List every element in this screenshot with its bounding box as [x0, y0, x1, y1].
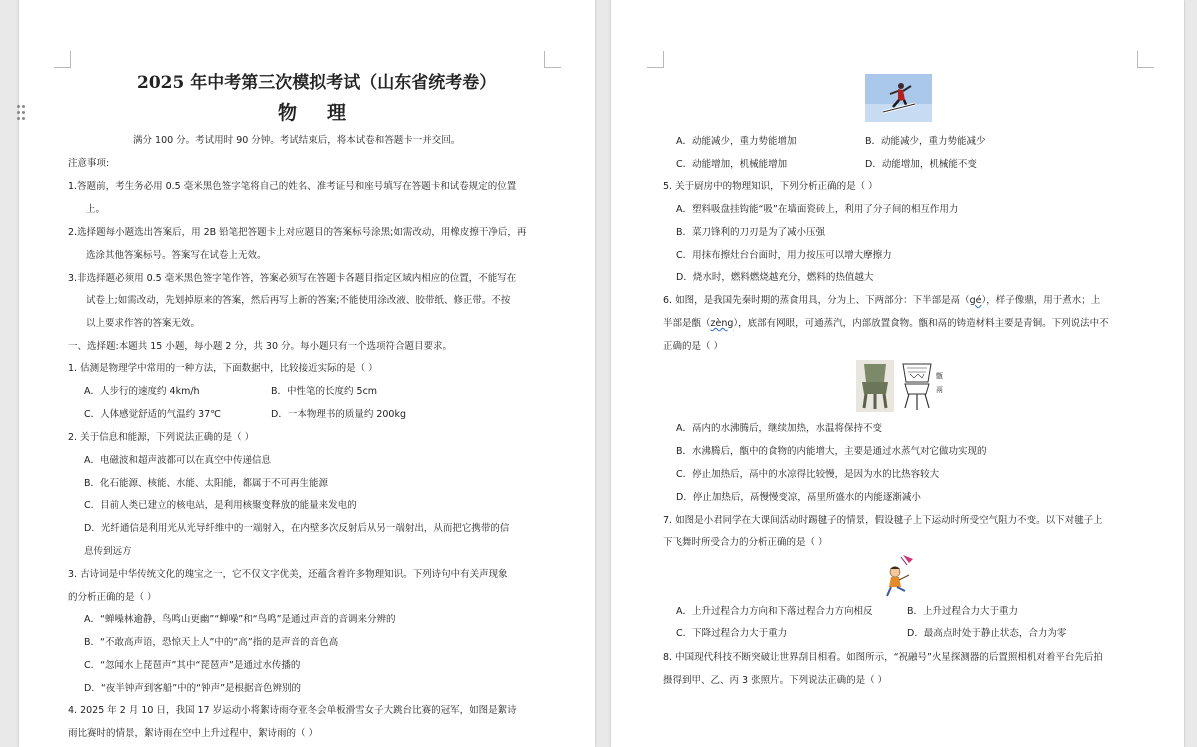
q7-option-c: C．下降过程合力大于重力 [676, 628, 788, 639]
q1-option-c: C．人体感觉舒适的气温约 37℃ [84, 409, 221, 420]
shuttlecock-kicking-image [879, 553, 921, 599]
question-6-cont2: 正确的是（ ） [663, 341, 724, 352]
drag-handle-icon[interactable] [16, 103, 26, 119]
q4-option-c: C．动能增加，机械能增加 [676, 159, 788, 170]
notice-2: 2.选择题每小题选出答案后，用 2B 铅笔把答题卡上对应题目的答案标号涂黑;如需改动，用橡皮擦干净后，再 [68, 227, 527, 238]
snowboarder-image [865, 74, 932, 122]
question-3-cont: 的分析正确的是（ ） [68, 592, 157, 603]
margin-corner-tl [54, 51, 71, 68]
bronze-vessel-photo [856, 360, 894, 412]
q7-option-b: B．上升过程合力大于重力 [907, 606, 1019, 617]
q4-option-b: B．动能减少，重力势能减少 [865, 136, 986, 147]
margin-corner-tr [1137, 51, 1154, 68]
question-3: 3. 古诗词是中华传统文化的瑰宝之一，它不仅文字优美，还蕴含着许多物理知识。下列诗句中有关声现象 [68, 569, 508, 580]
question-6-cont [663, 317, 1109, 330]
vessel-label-ge: 鬲 [936, 386, 943, 394]
q1-option-b: B．中性笔的长度约 5cm [271, 386, 378, 397]
vessel-diagram [900, 360, 934, 412]
q6-option-d: D．停止加热后，鬲慢慢变凉，鬲里所盛水的内能逐渐减小 [676, 492, 921, 503]
question-2: 2. 关于信息和能源，下列说法正确的是（ ） [68, 432, 255, 443]
q6-pinyin-zeng: zèng [710, 318, 734, 329]
q1-option-a: A．人步行的速度约 4km/h [84, 386, 200, 397]
exam-subject: 物理 [278, 102, 377, 124]
q5-option-d: D．烧水时，燃料燃烧越充分，燃料的热值越大 [676, 272, 874, 283]
exam-meta: 满分 100 分。考试用时 90 分钟。考试结束后，将本试卷和答题卡一并交回。 [133, 135, 461, 146]
q6-option-b: B．水沸腾后，甑中的食物的内能增大，主要是通过水蒸气对它做功实现的 [676, 446, 987, 457]
q5-option-c: C．用抹布擦灶台台面时，用力按压可以增大摩擦力 [676, 250, 892, 261]
q6-line1-pre: 6. 如图，是我国先秦时期的蒸食用具，分为上、下两部分：下半部是鬲（ [663, 295, 970, 306]
question-7: 7. 如图是小君同学在大课间活动时踢毽子的情景，假设毽子上下运动时所受空气阻力不变。以下对毽子上 [663, 515, 1103, 526]
q6-pinyin-ge: gé [969, 295, 982, 306]
q4-option-a: A．动能减少，重力势能增加 [676, 136, 797, 147]
q4-option-d: D．动能增加，机械能不变 [865, 159, 977, 170]
question-6 [663, 294, 1100, 307]
q2-option-a: A．电磁波和超声波都可以在真空中传递信息 [84, 455, 271, 466]
q6-line2-post: ），底部有网眼，可通蒸汽，内部放置食物。甑和鬲的铸造材料主要是青铜。下列说法中不 [733, 318, 1109, 329]
document-page-left [19, 0, 595, 747]
question-1: 1. 估测是物理学中常用的一种方法，下面数据中，比较接近实际的是（ ） [68, 363, 378, 374]
margin-corner-tr [544, 51, 561, 68]
q2-option-d-cont: 息传到远方 [84, 546, 132, 557]
q2-option-c: C．目前人类已建立的核电站，是利用核聚变释放的能量来发电的 [84, 500, 357, 511]
q2-option-b: B．化石能源、核能、水能、太阳能，都属于不可再生能源 [84, 478, 329, 489]
q3-option-a: A．“蝉噪林逾静，鸟鸣山更幽”“蝉噪”和“鸟鸣”是通过声音的音调来分辨的 [84, 614, 396, 625]
document-page-right [611, 0, 1184, 747]
q3-option-d: D．“夜半钟声到客船”中的“钟声”是根据音色辨别的 [84, 683, 302, 694]
question-4: 4. 2025 年 2 月 10 日，我国 17 岁运动小将絮诗雨夺亚冬会单板滑雪女子大跳台比赛的冠军，如图是絮诗 [68, 705, 517, 716]
q5-option-a: A．塑料吸盘挂钩能“吸”在墙面瓷砖上，利用了分子间的相互作用力 [676, 204, 959, 215]
notice-2-cont: 选涂其他答案标号。答案写在试卷上无效。 [86, 250, 267, 261]
q7-option-d: D．最高点时处于静止状态，合力为零 [907, 628, 1067, 639]
q2-option-d: D．光纤通信是利用光从光导纤维中的一端射入，在内壁多次反射后从另一端射出，从而把它携带的信 [84, 523, 510, 534]
notice-1: 1.答题前，考生务必用 0.5 毫米黑色签字笔将自己的姓名、准考证号和座号填写在答题卡和试卷规定的位置 [68, 181, 517, 192]
question-7-cont: 下飞舞时所受合力的分析正确的是（ ） [663, 537, 828, 548]
q6-line1-post: ），样子像鼎，用于煮水；上 [981, 295, 1101, 306]
q5-option-b: B．菜刀锋利的刀刃是为了减小压强 [676, 227, 826, 238]
notice-3-cont2: 以上要求作答的答案无效。 [86, 318, 201, 329]
question-4-cont: 雨比赛时的情景，絮诗雨在空中上升过程中，絮诗雨的（ ） [68, 728, 319, 739]
notice-1-cont: 上。 [86, 204, 106, 215]
section-1-header: 一、选择题:本题共 15 小题，每小题 2 分，共 30 分。每小题只有一个选项符合题目要求。 [68, 341, 453, 352]
notice-3-cont: 试卷上;如需改动，先划掉原来的答案，然后再写上新的答案;不能使用涂改液、胶带纸、修正带。不按 [86, 295, 511, 306]
margin-corner-tl [647, 51, 664, 68]
exam-title: 2025 年中考第三次模拟考试（山东省统考卷） [137, 73, 497, 93]
vessel-label-zeng: 甑 [936, 372, 943, 380]
q3-option-c: C．“忽闻水上琵琶声”其中“琵琶声”是通过水传播的 [84, 660, 301, 671]
question-5: 5. 关于厨房中的物理知识，下列分析正确的是（ ） [663, 181, 878, 192]
notice-header: 注意事项: [68, 158, 110, 169]
q6-line2-pre: 半部是甑（ [663, 318, 711, 329]
notice-3: 3.非选择题必须用 0.5 毫米黑色签字笔作答，答案必须写在答题卡各题目指定区域内相应的位置，不能写在 [68, 273, 517, 284]
q6-option-a: A．鬲内的水沸腾后，继续加热，水温将保持不变 [676, 423, 882, 434]
q6-option-c: C．停止加热后，鬲中的水凉得比较慢，是因为水的比热容较大 [676, 469, 940, 480]
question-8-cont: 摄得到甲、乙、丙 3 张照片。下列说法正确的是（ ） [663, 675, 888, 686]
q3-option-b: B．“不敢高声语，恐惊天上人”中的“高”指的是声音的音色高 [84, 637, 339, 648]
question-8: 8. 中国现代科技不断突破让世界刮目相看。如图所示，“祝融号”火星探测器的后置照相机对着平台先后拍 [663, 652, 1103, 663]
q1-option-d: D．一本物理书的质量约 200kg [271, 409, 406, 420]
q7-option-a: A．上升过程合力方向和下落过程合力方向相反 [676, 606, 873, 617]
